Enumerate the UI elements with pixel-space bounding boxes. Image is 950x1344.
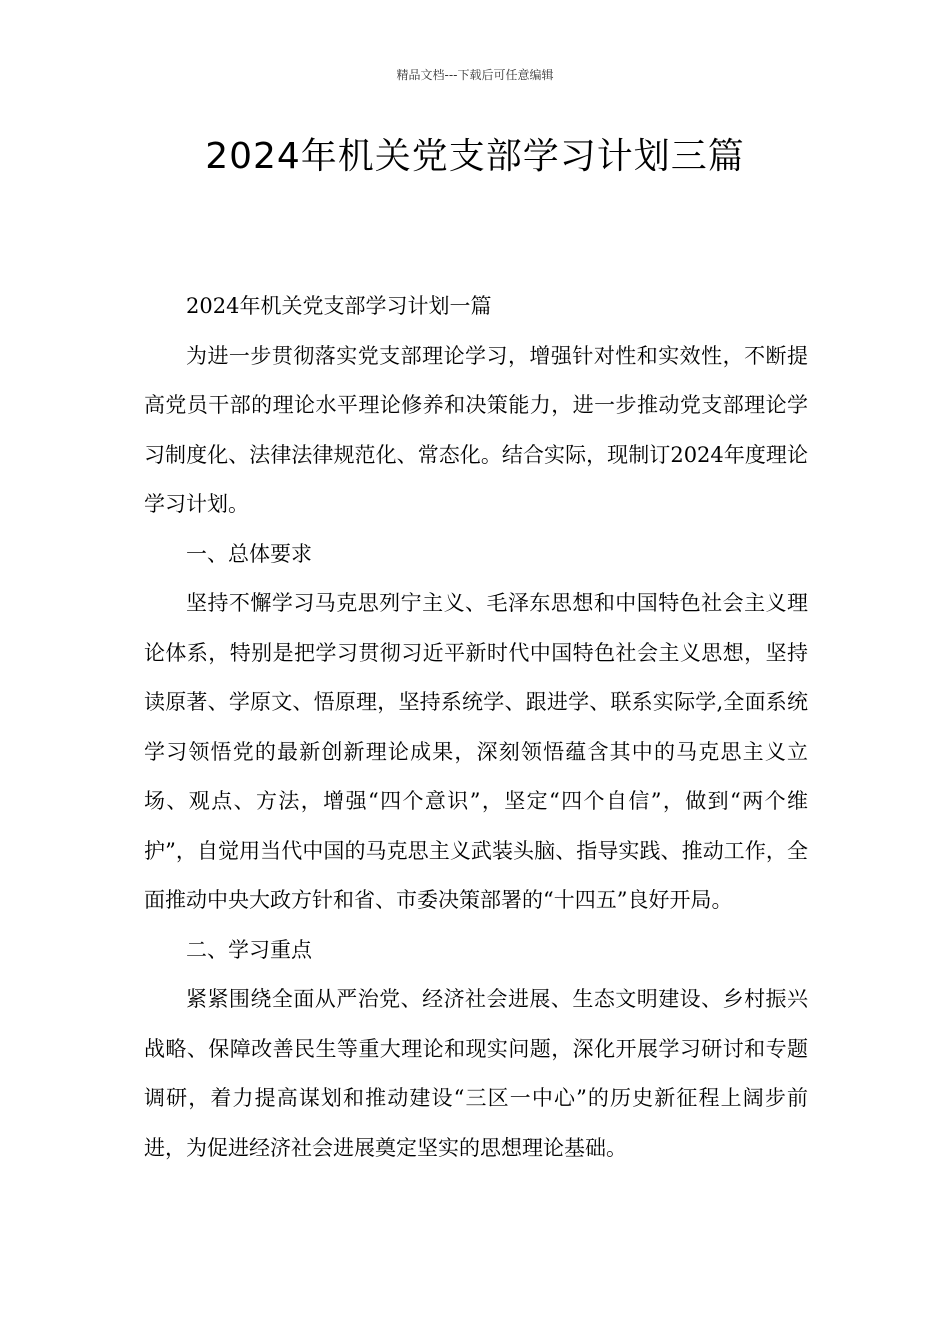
- study-focus-paragraph: 紧紧围绕全面从严治党、经济社会进展、生态文明建设、乡村振兴战略、保障改善民生等重大理论和现实问题，深化开展学习研讨和专题调研，着力提高谋划和推动建设“三区一中心”的历史新征程上阔步前进，为促进经济社会进展奠定坚实的思想理论基础。: [144, 987, 808, 1160]
- header-note: 精品文档---下载后可任意编辑: [396, 68, 554, 82]
- document-body: [144, 282, 808, 1173]
- document-title: 2024年机关党支部学习计划三篇: [205, 136, 745, 177]
- heading-general-requirements: 一、总体要求: [186, 541, 312, 566]
- heading-study-focus: 二、学习重点: [186, 937, 312, 962]
- general-requirements-paragraph: 坚持不懈学习马克思列宁主义、毛泽东思想和中国特色社会主义理论体系，特别是把学习贯彻习近平新时代中国特色社会主义思想，坚持读原著、学原文、悟原理，坚持系统学、跟进学、联系实际学,全面系统学习领悟党的最新创新理论成果，深刻领悟蕴含其中的马克思主义立场、观点、方法，增强“四个意识”，坚定“四个自信”，做到“两个维护”，自觉用当代中国的马克思主义武装头脑、指导实践、推动工作，全面推动中央大政方针和省、市委决策部署的“十四五”良好开局。: [144, 591, 808, 912]
- intro-paragraph: 为进一步贯彻落实党支部理论学习，增强针对性和实效性，不断提高党员干部的理论水平理论修养和决策能力，进一步推动党支部理论学习制度化、法律法律规范化、常态化。结合实际，现制订2024年度理论学习计划。: [144, 343, 808, 516]
- section-subtitle: 2024年机关党支部学习计划一篇: [186, 294, 492, 318]
